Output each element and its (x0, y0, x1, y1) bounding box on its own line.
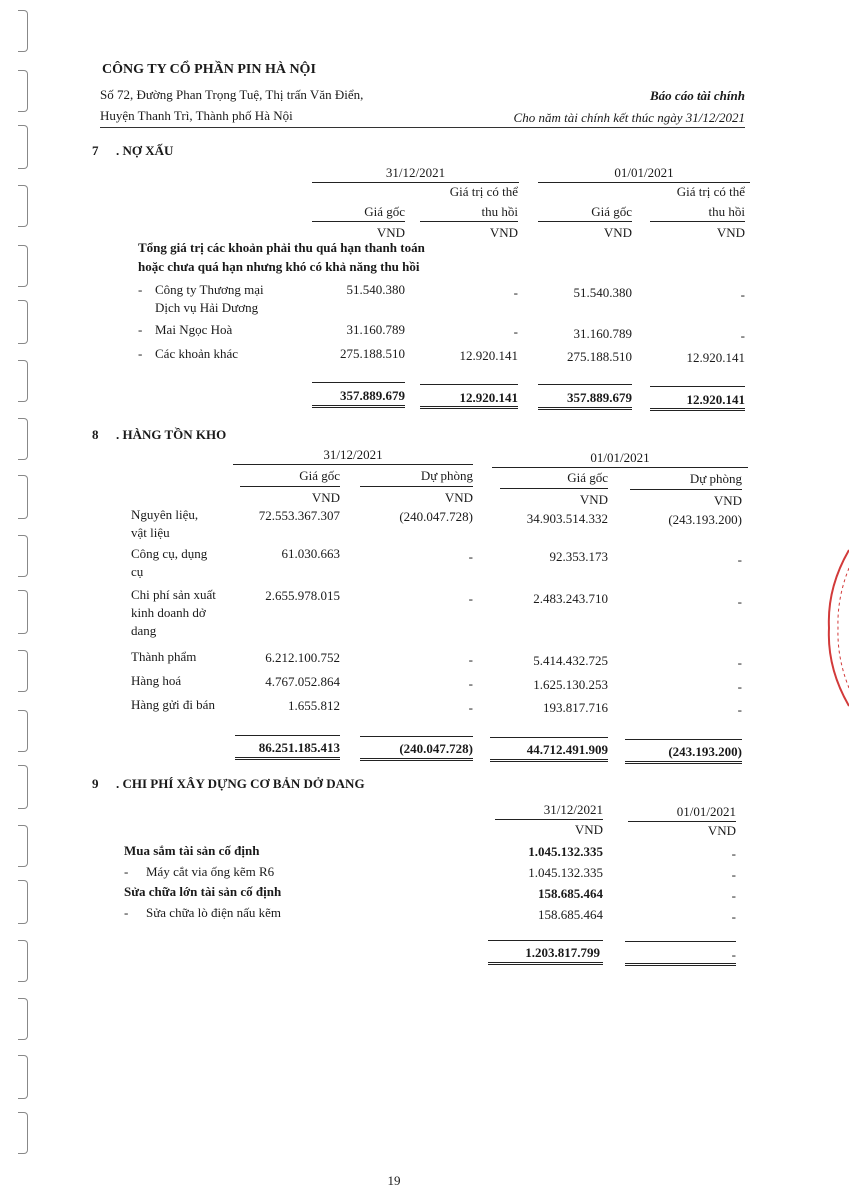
s8-row-prov-prior: - (737, 655, 742, 670)
s8-total-dbl-c (490, 759, 608, 762)
s8-row-cost-prior: 92.353.173 (549, 549, 608, 564)
s8-row-label: Công cụ, dụng (131, 546, 208, 561)
s7-rule-a (312, 221, 405, 222)
s7-row-dash: - (138, 282, 143, 297)
s7-row-label: Mai Ngọc Hoà (155, 322, 233, 337)
s9-total-prior: - (731, 947, 736, 962)
s8-row-prov-current: - (468, 676, 473, 691)
s7-total-cost-prior: 357.889.679 (567, 390, 632, 405)
company-name: CÔNG TY CỔ PHẦN PIN HÀ NỘI (102, 62, 316, 77)
s9-row-prior: - (731, 846, 736, 861)
s7-row-dash: - (138, 346, 143, 361)
address-line-2: Huyện Thanh Trì, Thành phố Hà Nội (100, 108, 293, 123)
s7-desc-1: Tổng giá trị các khoản phải thu quá hạn thanh toán (138, 240, 425, 255)
s8-rule-b (360, 486, 473, 487)
s9-row-current: 1.045.132.335 (528, 844, 603, 859)
s8-row-label: Nguyên liệu, (131, 507, 199, 522)
s7-total-dbl-d (650, 408, 745, 411)
s8-row-label-3: dang (131, 623, 157, 638)
s7-row-dash: - (138, 322, 143, 337)
s7-total-rule-b (420, 384, 518, 385)
s8-row-cost-prior: 5.414.432.725 (533, 653, 608, 668)
s8-rule-c (500, 488, 608, 489)
s8-date-current-rule (233, 464, 473, 465)
report-title: Báo cáo tài chính (650, 88, 745, 103)
s7-total-rule-c (538, 384, 632, 385)
section-9-title: . CHI PHÍ XÂY DỰNG CƠ BẢN DỞ DANG (116, 776, 365, 791)
s7-row-label: Các khoản khác (155, 346, 239, 361)
s8-cost-head-b: Giá gốc (567, 470, 608, 485)
s8-total-dbl-b (360, 758, 473, 761)
s8-unit-c: VND (579, 492, 608, 507)
s7-total-rule-d (650, 386, 745, 387)
s9-row-label: Máy cắt via ống kẽm R6 (146, 864, 275, 879)
s8-total-cost-prior: 44.712.491.909 (526, 742, 608, 757)
s9-date-current: 31/12/2021 (543, 802, 603, 817)
s8-row-prov-prior: - (737, 702, 742, 717)
s7-recov-head-2: thu hồi (481, 204, 518, 219)
s9-row-prior: - (731, 888, 736, 903)
s7-date-prior: 01/01/2021 (614, 165, 674, 180)
s8-unit-b: VND (444, 490, 473, 505)
s8-row-label: Hàng gửi đi bán (131, 697, 215, 712)
s9-unit-b: VND (707, 823, 736, 838)
s8-row-cost-current: 4.767.052.864 (265, 674, 340, 689)
s8-row-label: Hàng hoá (131, 673, 182, 688)
red-stamp-fragment (819, 548, 849, 708)
s8-row-cost-prior: 193.817.716 (543, 700, 608, 715)
report-period: Cho năm tài chính kết thúc ngày 31/12/2021 (513, 110, 745, 125)
s8-row-prov-prior: - (737, 594, 742, 609)
s7-row-cost-prior: 31.160.789 (573, 326, 632, 341)
s7-total-cost-current: 357.889.679 (340, 388, 405, 403)
s8-row-cost-prior: 34.903.514.332 (526, 511, 608, 526)
s7-total-dbl-c (538, 407, 632, 410)
s7-desc-2: hoặc chưa quá hạn nhưng khó có khả năng thu hồi (138, 259, 420, 274)
header-rule (100, 127, 745, 128)
s8-total-prov-current: (240.047.728) (399, 741, 473, 756)
s7-total-recov-current: 12.920.141 (459, 390, 518, 405)
s7-row-recov-prior: - (740, 287, 745, 302)
s7-row-label-2: Dịch vụ Hải Dương (155, 300, 259, 315)
s8-total-dbl-a (235, 757, 340, 760)
s8-rule-d (630, 489, 742, 490)
s8-total-dbl-d (625, 761, 742, 764)
s9-row-current: 158.685.464 (538, 886, 603, 901)
s9-row-prior: - (731, 909, 736, 924)
s8-row-cost-current: 1.655.812 (288, 698, 340, 713)
s7-rule-d (650, 221, 745, 222)
s8-total-cost-current: 86.251.185.413 (258, 740, 340, 755)
s7-rule-b (420, 221, 518, 222)
s7-row-recov-current: - (513, 324, 518, 339)
s8-row-label-2: cụ (131, 564, 144, 579)
s8-total-rule-a (235, 735, 340, 736)
s7-row-recov-current: 12.920.141 (459, 348, 518, 363)
s9-row-current: 1.045.132.335 (528, 865, 603, 880)
s7-row-recov-prior: 12.920.141 (686, 350, 745, 365)
s9-unit-a: VND (574, 822, 603, 837)
section-9-number: 9 (92, 776, 99, 791)
s8-row-cost-current: 6.212.100.752 (265, 650, 340, 665)
s9-rule-a (495, 819, 603, 820)
s9-total-rule-a (488, 940, 603, 941)
address-line-1: Số 72, Đường Phan Trọng Tuệ, Thị trấn Văn Điển, (100, 87, 364, 102)
s8-row-prov-prior: - (737, 552, 742, 567)
s9-row-label: Sửa chữa lò điện nấu kẽm (146, 905, 282, 920)
s9-total-dbl-b (625, 963, 736, 966)
s7-row-label: Công ty Thương mại (155, 282, 264, 297)
page-number: 19 (387, 1173, 401, 1188)
s9-row-prior: - (731, 867, 736, 882)
s8-unit-d: VND (713, 493, 742, 508)
s8-row-cost-current: 2.655.978.015 (265, 588, 340, 603)
s8-row-label: Chi phí sản xuất (131, 587, 216, 602)
section-8-title: . HÀNG TỒN KHO (116, 427, 227, 442)
s8-row-cost-current: 61.030.663 (281, 546, 340, 561)
s7-total-dbl-a (312, 405, 405, 408)
s8-date-prior-rule (492, 467, 748, 468)
s7-row-cost-prior: 275.188.510 (567, 349, 632, 364)
section-7-number: 7 (92, 143, 99, 158)
s7-row-recov-prior: - (740, 328, 745, 343)
s8-rule-a (240, 486, 340, 487)
s8-prov-head: Dự phòng (420, 468, 473, 483)
s8-unit-a: VND (311, 490, 340, 505)
s8-total-rule-d (625, 739, 742, 740)
s7-recov-head-2b: thu hồi (708, 204, 745, 219)
s8-total-prov-prior: (243.193.200) (668, 744, 742, 759)
s9-row-label: Mua sắm tài sản cố định (124, 843, 260, 858)
s8-row-cost-prior: 1.625.130.253 (533, 677, 608, 692)
s7-cost-head: Giá gốc (364, 204, 405, 219)
s8-total-rule-c (490, 737, 608, 738)
s8-row-prov-current: - (468, 549, 473, 564)
s7-unit-d: VND (716, 225, 745, 240)
s8-row-cost-prior: 2.483.243.710 (533, 591, 608, 606)
s8-date-current: 31/12/2021 (323, 447, 383, 462)
s7-unit-c: VND (603, 225, 632, 240)
s7-total-dbl-b (420, 406, 518, 409)
s7-recov-head-1: Giá trị có thể (449, 184, 518, 199)
s7-cost-head-b: Giá gốc (591, 204, 632, 219)
s8-date-prior: 01/01/2021 (590, 450, 650, 465)
s9-rule-b (628, 821, 736, 822)
s9-total-rule-b (625, 941, 736, 942)
s8-prov-head-b: Dự phòng (689, 471, 742, 486)
s8-cost-head: Giá gốc (299, 468, 340, 483)
s7-date-current-rule (312, 182, 519, 183)
s8-row-prov-prior: - (737, 679, 742, 694)
section-7-title: . NỢ XẤU (116, 143, 174, 158)
s7-unit-b: VND (489, 225, 518, 240)
s8-row-prov-current: - (468, 591, 473, 606)
s7-row-recov-current: - (513, 285, 518, 300)
s9-row-label: Sửa chữa lớn tài sản cố định (124, 884, 282, 899)
s7-row-cost-current: 31.160.789 (346, 322, 405, 337)
s8-row-prov-current: (240.047.728) (399, 509, 473, 524)
s8-row-prov-prior: (243.193.200) (668, 512, 742, 527)
s9-total-dbl-a (488, 962, 603, 965)
s9-total-current: 1.203.817.799 (525, 945, 600, 960)
s8-row-prov-current: - (468, 700, 473, 715)
s8-row-label: Thành phẩm (131, 649, 197, 664)
s7-date-prior-rule (538, 182, 750, 183)
s7-row-cost-current: 275.188.510 (340, 346, 405, 361)
s9-row-dash: - (124, 864, 129, 879)
s7-recov-head-1b: Giá trị có thể (676, 184, 745, 199)
s7-rule-c (538, 221, 632, 222)
s8-total-rule-b (360, 736, 473, 737)
s8-row-label-2: kinh doanh dở (131, 605, 206, 620)
s7-total-rule-a (312, 382, 405, 383)
s7-row-cost-current: 51.540.380 (346, 282, 405, 297)
s7-total-recov-prior: 12.920.141 (686, 392, 745, 407)
s8-row-cost-current: 72.553.367.307 (258, 508, 340, 523)
s7-row-cost-prior: 51.540.380 (573, 285, 632, 300)
s9-date-prior: 01/01/2021 (676, 804, 736, 819)
s9-row-dash: - (124, 905, 129, 920)
s7-unit-a: VND (376, 225, 405, 240)
section-8-number: 8 (92, 427, 99, 442)
s7-date-current: 31/12/2021 (385, 165, 446, 180)
s8-row-label-2: vật liệu (131, 525, 170, 540)
s9-row-current: 158.685.464 (538, 907, 603, 922)
s8-row-prov-current: - (468, 652, 473, 667)
